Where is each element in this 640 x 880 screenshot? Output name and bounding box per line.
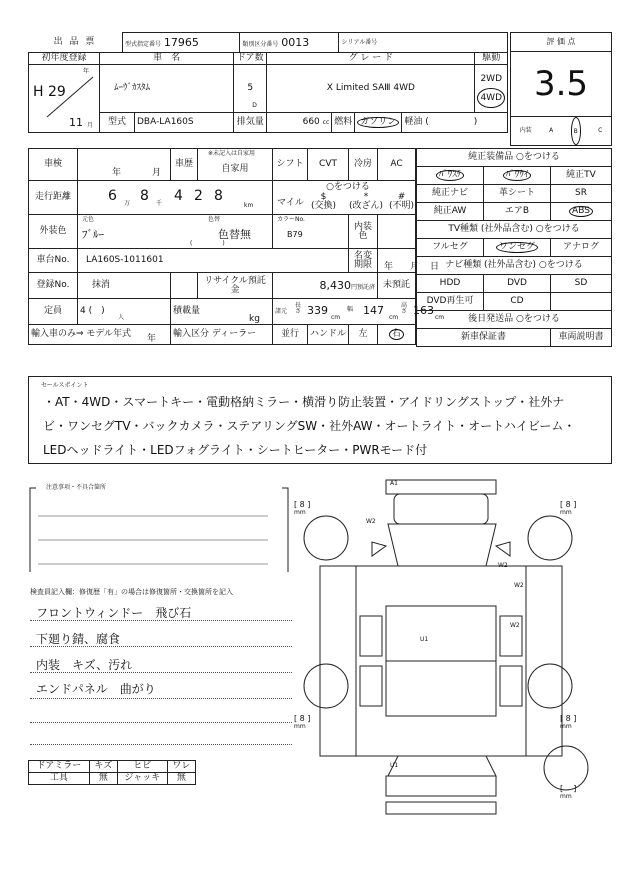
bt-tools: 工具: [29, 773, 90, 785]
color-code-label: カラーNo.: [277, 216, 305, 223]
expire-year: 年: [384, 262, 394, 272]
mileage-tamper: * (改ざん): [349, 192, 384, 211]
later-manual: 車両説明書: [551, 329, 612, 347]
load-unit: kg: [249, 314, 260, 324]
inspection-month: 月: [152, 168, 162, 178]
equip-leather: 革シート: [484, 185, 551, 203]
navi-sd: SD: [551, 275, 612, 293]
mileage-unit-header: ○をつける: [326, 182, 370, 192]
mileage-digits: [78, 181, 273, 215]
bt-jack: ジャッキ: [117, 773, 167, 785]
later-warranty: 新車保証書: [417, 329, 551, 347]
registration-value: 抹消: [78, 273, 171, 299]
diesel-paren: ( ): [425, 117, 478, 127]
history-note: ※未記入は自家用: [208, 150, 256, 157]
model-spec-label: 型式指定番号: [124, 40, 161, 48]
title-expire-label: 名変期限: [349, 249, 378, 273]
interior-grade-b-circled: B: [571, 117, 581, 145]
import-year-unit: 年: [147, 334, 157, 344]
expire-month: 月: [410, 262, 420, 272]
handle-left: 左: [349, 325, 378, 345]
mileage-man: 万: [124, 200, 131, 207]
shift-value: CVT: [308, 149, 349, 181]
length-label: 長さ: [295, 302, 302, 315]
interior-color-label: 内装色: [349, 215, 378, 249]
history-label: 車歴: [171, 149, 198, 181]
mark-u1-floor: U1: [420, 636, 429, 643]
bt-header-break: ワレ: [167, 761, 195, 773]
expire-day: 日: [430, 262, 440, 272]
model-spec-value: 17965: [163, 35, 199, 49]
equip-aw: 純正AW: [417, 203, 484, 221]
tv-fullseg: フルセグ: [417, 239, 484, 257]
bt-header-scratch: キズ: [89, 761, 117, 773]
height-cm: cm: [435, 314, 445, 321]
interior-grade-c: C: [598, 127, 603, 134]
category-value: 0013: [281, 35, 310, 49]
drive-label: 駆動: [475, 53, 508, 65]
tread-front-right: [ 8 ] mm: [560, 500, 577, 516]
equip-tv: 純正TV: [551, 167, 612, 185]
mark-w2-right-mid: W2: [514, 582, 524, 589]
registration-label: 登録No.: [29, 273, 78, 299]
color-code-value: B79: [287, 230, 303, 239]
mark-w2-right-front: W2: [498, 562, 508, 569]
first-reg-month: 11: [69, 116, 83, 129]
grade-label: グ レ ー ド: [267, 53, 475, 65]
length-value: 339: [307, 304, 328, 317]
tread-front-left: [ 8 ] mm: [294, 500, 311, 516]
cooler-label: 冷房: [349, 149, 378, 181]
recycle-status: 預託済: [357, 283, 376, 291]
mileage-sen: 千: [156, 200, 163, 207]
equip-power-window: ﾊﾟﾜｳｲ: [503, 170, 532, 181]
note-line-3: 内装 キズ、汚れ: [36, 658, 133, 672]
navi-header: ナビ種類 (社外品含む) ○をつける: [417, 257, 612, 275]
note-line-1: フロントウィンドー 飛び石: [36, 606, 192, 620]
later-header: 後日発送品 ○をつける: [417, 311, 612, 329]
tread-spare: [ ] mm: [560, 784, 577, 800]
tv-analog: アナログ: [551, 239, 612, 257]
serial-label: シリアル番号: [341, 39, 378, 46]
mileage-digit-5: 8: [214, 188, 223, 204]
load-label: 積載量: [173, 306, 201, 316]
capacity-label: 定員: [29, 299, 78, 325]
navi-hdd: HDD: [417, 275, 484, 293]
tread-fr-mm: mm: [560, 509, 572, 516]
door-type: D: [252, 102, 257, 109]
chassis-label: 車台No.: [29, 249, 78, 273]
first-reg-label: 初年度登録: [29, 53, 100, 65]
dims-label: 諸元: [275, 308, 288, 315]
year-unit: 年: [83, 68, 90, 75]
drive-2wd: 2WD: [480, 73, 502, 84]
model-type-value: DBA-LA160S: [135, 113, 234, 133]
mileage-label: 走行距離: [29, 181, 78, 215]
cooler-value: AC: [378, 149, 416, 181]
interior-grade-a: A: [549, 127, 554, 134]
mileage-digit-2: 8: [140, 188, 149, 204]
recycle-label: リサイクル預託金: [198, 273, 273, 299]
bt-header-mirror: ドアミラー: [29, 761, 90, 773]
car-outline-svg: [290, 476, 620, 816]
mileage-digit-1: 6: [108, 188, 117, 204]
equip-sunroof: SR: [551, 185, 612, 203]
drive-4wd-circled: 4WD: [477, 88, 505, 108]
sales-point-line-2: ビ・ワンセグTV・バックカメラ・ステアリングSW・社外AW・オートライト・オートハイビーム・: [43, 419, 576, 433]
inspector-lines: [30, 600, 292, 750]
import-parallel: 並行: [273, 325, 308, 345]
tv-oneseg-circled: ワンセグ: [496, 242, 538, 253]
navi-cd: CD: [484, 293, 551, 311]
history-value: 自家用: [221, 164, 249, 174]
category-label: 類別区分番号: [242, 40, 279, 48]
fuel-diesel: 軽油: [404, 117, 423, 127]
equip-navi: 純正ナビ: [417, 185, 484, 203]
bt-jack-none: 無: [167, 773, 195, 785]
color-label: 外装色: [29, 215, 78, 249]
sales-points-label: セールスポイント: [41, 382, 89, 389]
color-original-value: ﾌﾞﾙｰ: [82, 228, 104, 241]
interior-label: 内装: [519, 127, 532, 134]
tread-fl-mm: mm: [294, 509, 306, 516]
tread-spare-mm: mm: [560, 793, 572, 800]
import-model-year: モデル年式: [86, 329, 131, 339]
tread-rr-mm: mm: [560, 723, 572, 730]
inspector-note: 検査員記入欄：修復歴「有」の場合は修復箇所・交換箇所を記入: [30, 588, 233, 596]
car-name-value: ﾑｰｳﾞｶｽﾀﾑ: [100, 65, 234, 113]
tread-fl-value: 8: [299, 500, 305, 509]
rating-score: 3.5: [533, 64, 589, 104]
inspection-label: 車検: [29, 149, 78, 181]
mileage-digit-4: 2: [194, 188, 203, 204]
mark-a1: A1: [390, 480, 398, 487]
inspection-year: 年: [112, 168, 122, 178]
color-change-value: 色替無: [218, 228, 251, 241]
auction-sheet: [28, 32, 612, 464]
length-cm: cm: [331, 314, 341, 321]
sales-point-line-1: ・AT・4WD・スマートキー・電動格納ミラー・横滑り防止装置・アイドリングストップ・社外ナ: [43, 395, 565, 409]
handle-label: ハンドル: [308, 325, 349, 345]
sales-point-line-3: LEDヘッドライト・LEDフォグライト・シートヒーター・PWRモード付: [43, 443, 428, 457]
cc-unit: cc: [322, 119, 330, 126]
sales-points-box: [28, 376, 612, 464]
width-cm: cm: [389, 314, 399, 321]
mileage-mile: マイル: [277, 198, 304, 208]
color-original-label: 元色: [82, 216, 95, 223]
mileage-exchange: $ (交換): [311, 192, 337, 211]
fuel-gasoline-circled: ガソリン: [357, 117, 399, 128]
recycle-unpaid: 未預託: [378, 273, 416, 299]
height-label: 高さ: [401, 302, 408, 315]
month-unit: 月: [87, 122, 94, 129]
note-line-4: エンドパネル 曲がり: [36, 682, 156, 696]
first-reg-era: H 29: [33, 84, 66, 100]
mark-w2-right-rear: W2: [510, 622, 520, 629]
equip-abs-circled: ABS: [569, 206, 593, 217]
tread-rear-left: [ 8 ] mm: [294, 714, 311, 730]
recycle-value: 8,430: [319, 278, 351, 292]
rating-label: 評 価 点: [511, 33, 611, 52]
car-name-label: 車 名: [100, 53, 234, 65]
equipment-header: 純正装備品 ○をつける: [417, 149, 612, 167]
bt-tools-none: 無: [89, 773, 117, 785]
navi-dvd: DVD: [484, 275, 551, 293]
mileage-unknown: # (不明): [389, 192, 415, 211]
tread-rear-right: [ 8 ] mm: [560, 714, 577, 730]
notes-label: 注意事項・不具合箇所: [46, 484, 107, 491]
sheet-title: 出 品 票: [53, 37, 97, 47]
tread-rl-value: 8: [299, 714, 305, 723]
mileage-digit-3: 4: [174, 188, 183, 204]
first-reg-cell: [29, 65, 100, 133]
navi-dvd-play: DVD再生可: [417, 293, 484, 311]
handle-right-circled: 右: [389, 329, 404, 340]
capacity-value: 4 ( ): [80, 306, 105, 316]
shift-label: シフト: [273, 149, 308, 181]
import-dealer: ディーラー: [211, 329, 257, 339]
doors-value: 5: [247, 83, 254, 93]
equip-power-steering: ﾊﾟﾜｽﾃ: [436, 170, 465, 181]
grade-value: X Limited SAⅢ 4WD: [267, 65, 475, 113]
displacement-value: 660: [302, 117, 320, 127]
equip-airbag: エアB: [484, 203, 551, 221]
mark-u1-rear: U1: [390, 762, 399, 769]
navi-blank: [551, 293, 612, 311]
fuel-label: 燃料: [332, 113, 355, 133]
note-line-2: 下廻り錆、腐食: [36, 632, 121, 646]
displacement-label: 排気量: [234, 113, 267, 133]
import-type-label: 輸入区分: [173, 329, 210, 339]
color-paren: ( ): [190, 240, 225, 247]
mark-w2-windshield: W2: [366, 518, 376, 525]
chassis-value: LA160S-1011601: [78, 249, 349, 273]
tv-header: TV種類 (社外品含む) ○をつける: [417, 221, 612, 239]
rating-box: [510, 32, 612, 146]
mileage-km: km: [244, 202, 254, 209]
car-damage-diagram: [290, 476, 620, 816]
doors-label: ドア数: [234, 53, 267, 65]
model-type-label: 型式: [100, 113, 135, 133]
height-value: 163: [413, 304, 434, 317]
import-label: 輸入車のみ⇒: [31, 329, 84, 339]
width-label: 幅: [347, 306, 354, 313]
color-change-label: 色替: [208, 216, 221, 223]
recycle-unit: 円: [350, 283, 357, 291]
capacity-unit: 人: [118, 314, 125, 321]
tread-rl-mm: mm: [294, 723, 306, 730]
tread-fr-value: 8: [565, 500, 571, 509]
tread-rr-value: 8: [565, 714, 571, 723]
bt-header-crack: ヒビ: [117, 761, 167, 773]
width-value: 147: [363, 304, 384, 317]
notes-box: [28, 476, 290, 576]
